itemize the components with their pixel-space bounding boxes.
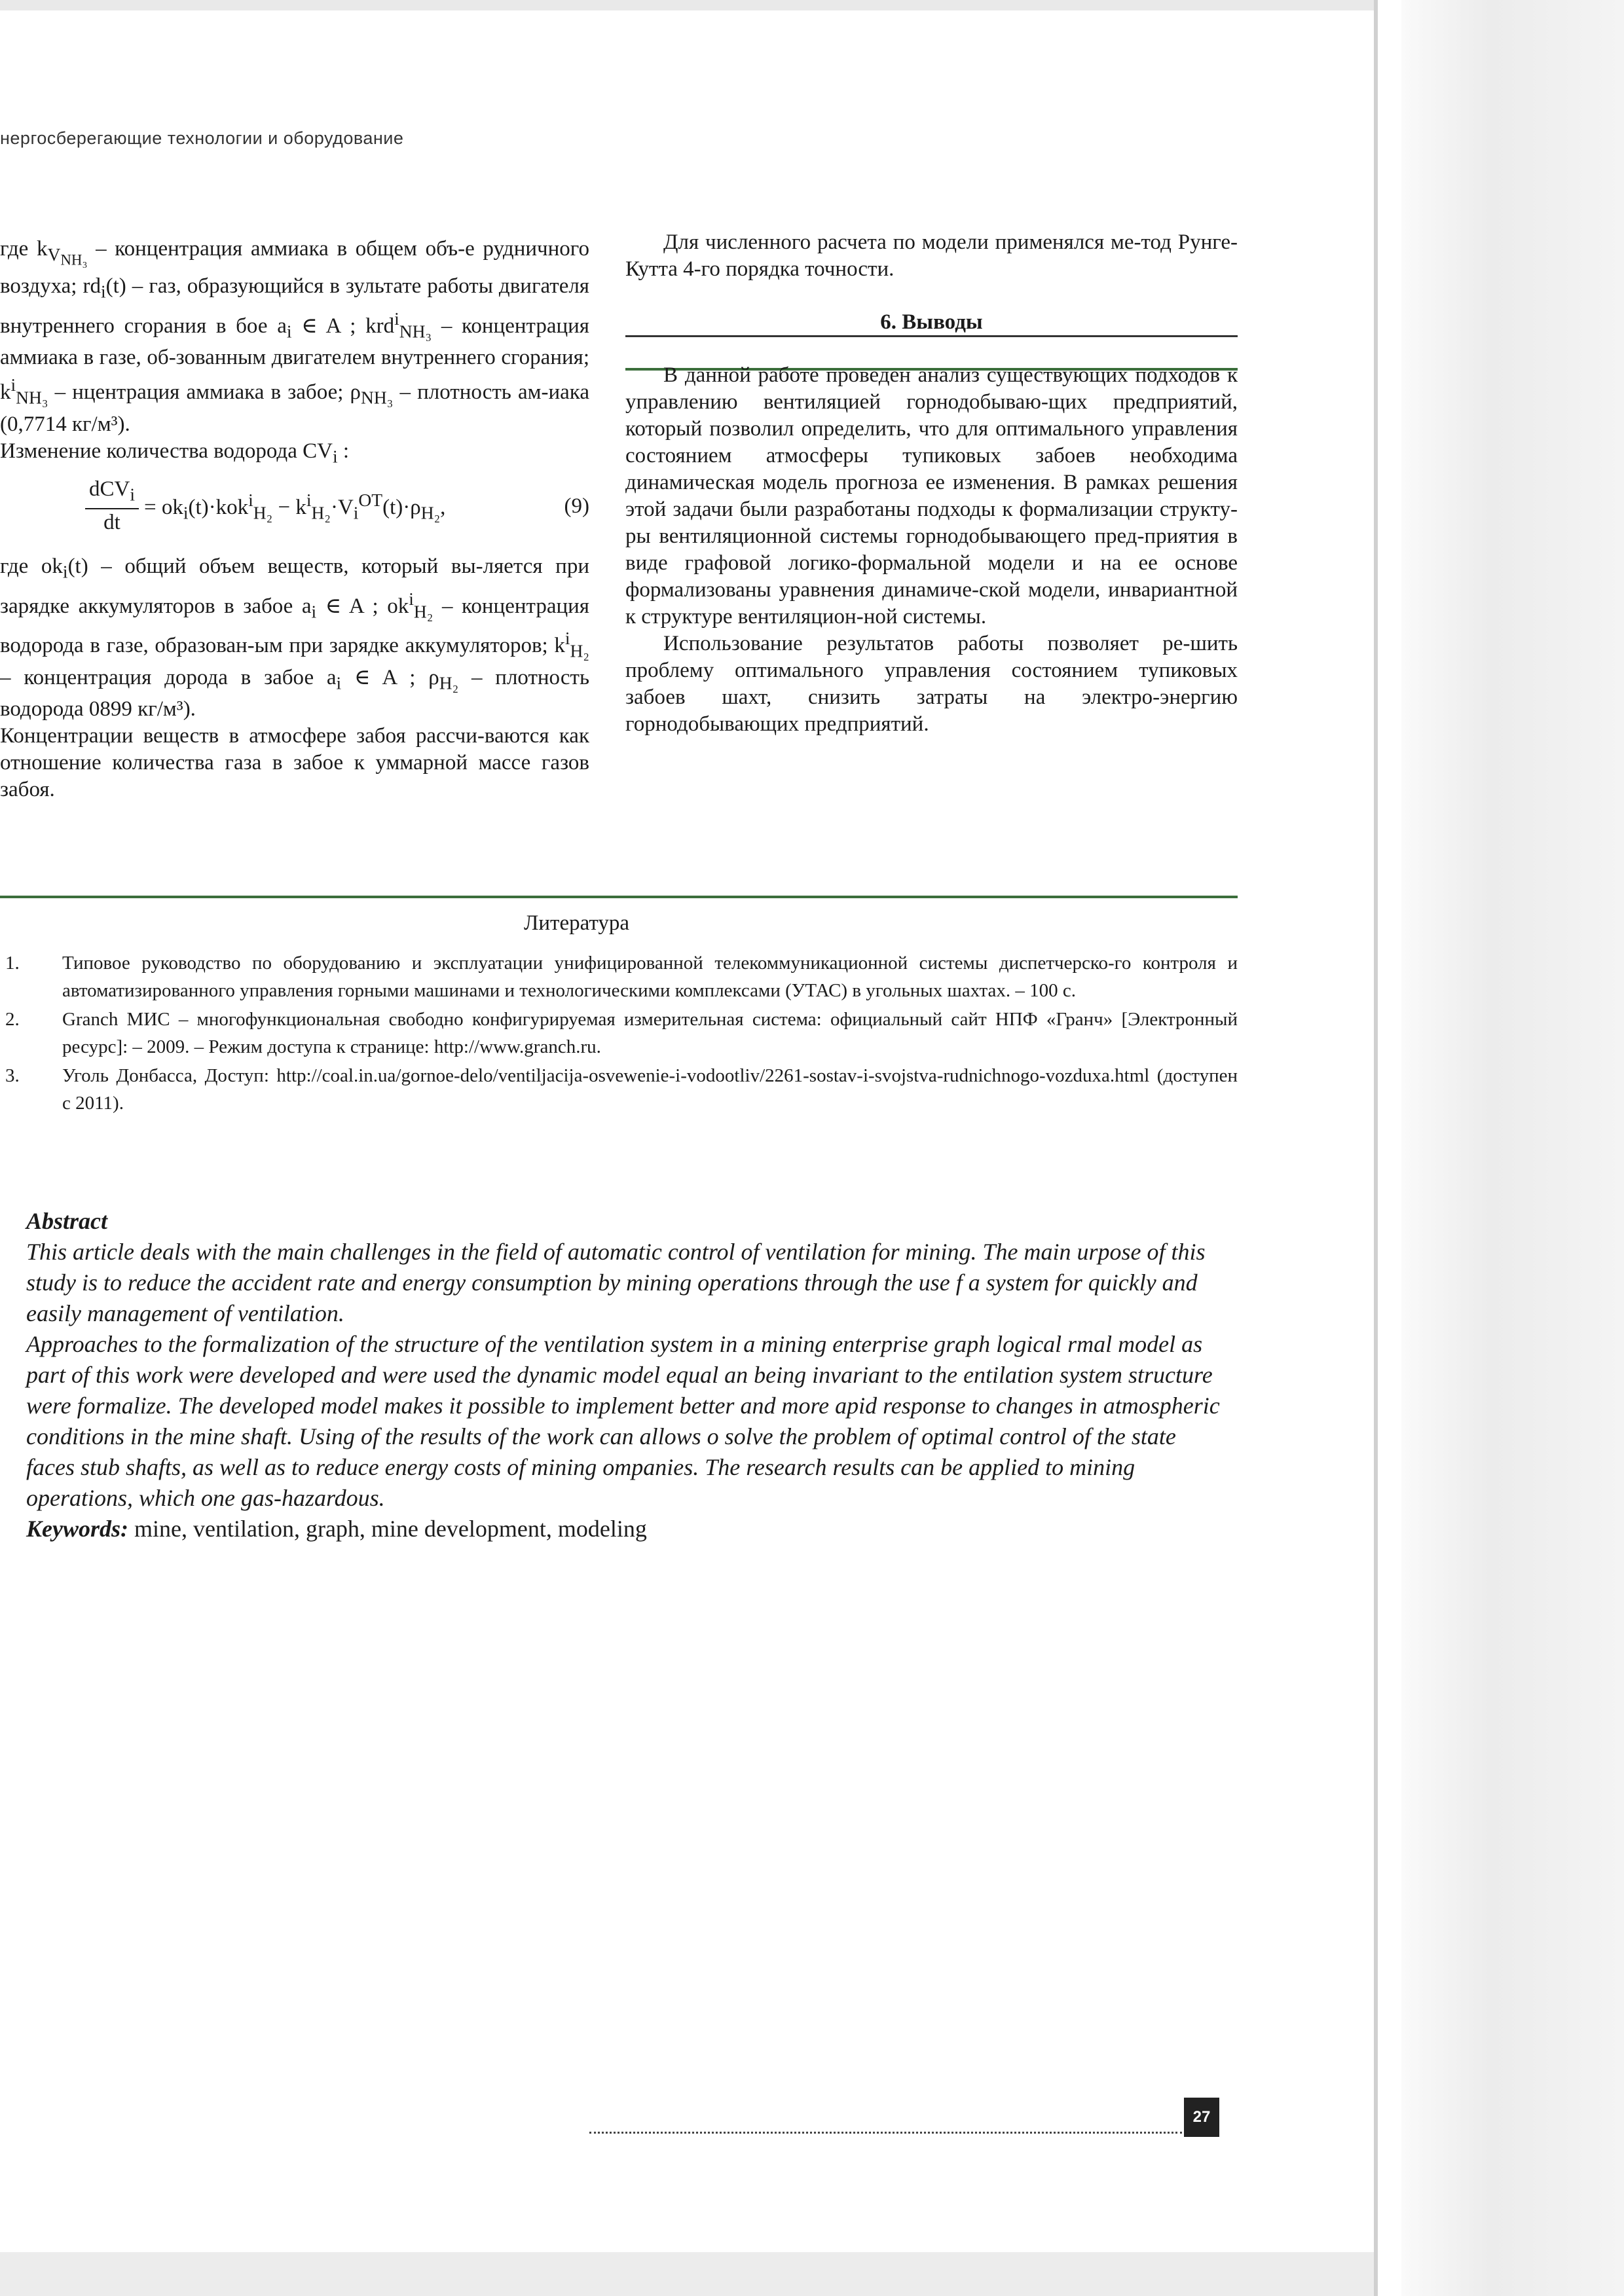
abstract-paragraph-1: This article deals with the main challenges in the field of automatic control of ventilation for mining. The main urpose of this study is to reduce the accident rate and energy consumption by mining operations through the use f a system for quickly and easily management of ventilation. — [26, 1239, 1206, 1326]
right-column — [625, 229, 1238, 738]
reference-text: Уголь Донбасса, Доступ: http://coal.in.ua/gornoe-delo/ventiljacija-osvewenie-i-vodootliv/2261-sostav-i-svojstva-rudnichnogo-vozduxa.html (доступен с 2011). — [62, 1065, 1238, 1114]
footer-dotted-rule — [589, 2132, 1182, 2134]
abstract-block — [26, 1206, 1225, 1544]
reference-text: Типовое руководство по оборудованию и эксплуатации унифицированной телекоммуникационной системы диспетчерско-го контроля и автоматизированного управления горными машинами и технологическими комплексами (УТАС) в угольных шахтах. – 100 с. — [62, 953, 1238, 1001]
conclusions-paragraph-1: В данной работе проведен анализ существующих подходов к управлению вентиляцией горнодобываю-щих предприятий, который позволил определить, что для оптимального управления состоянием атмосферы тупиковых забоев необходима динамическая модель прогноза ее изменения. В рамках решения этой задачи были разработаны подходы к формализации структу-ры вентиляционной системы горнодобывающего пред-приятия в виде графовой логико-формальной модели и на ее основе формализованы уравнения динамиче-ской модели, инвариантной к структуре вентиляцион-ной системы. — [625, 363, 1238, 629]
fraction-numerator: dCV$_i$ — [85, 476, 139, 509]
concentration-paragraph: Концентрации веществ в атмосфере забоя рассчи-ваются как отношение количества газа в забое к уммарной массе газов забоя. — [0, 724, 589, 802]
conclusions-paragraph-2: Использование результатов работы позволяет ре-шить проблему оптимального управления состоянием тупиковых забоев шахт, снизить затраты на электро-энергию горнодобывающих предприятий. — [625, 632, 1238, 736]
hydrogen-intro: Изменение количества водорода $CV_i$ : — [0, 439, 350, 467]
scan-bottom-edge — [0, 2252, 1374, 2296]
equation-9 — [0, 476, 589, 536]
runge-kutta-paragraph: Для численного расчета по модели применялся ме-тод Рунге-Кутта 4-го порядка точности. — [625, 230, 1238, 281]
page-number: 27 — [1184, 2098, 1219, 2137]
equation-fraction — [85, 476, 139, 536]
references-title: Литература — [524, 911, 630, 935]
reference-number: 2. — [5, 1009, 20, 1030]
running-head: нергосберегающие технологии и оборудование — [0, 128, 404, 148]
facing-page-shadow — [1401, 0, 1624, 2296]
equation-body: = $ok_i(t)\cdot kok^i_{H_2} - k^i_{H_2}\cdot V_i^{OT}(t)\cdot\rho_{H_2}$, — [143, 489, 446, 523]
page-edge — [1374, 0, 1378, 2296]
keywords-text: mine, ventilation, graph, mine development, modeling — [128, 1516, 647, 1542]
reference-item — [0, 1062, 1238, 1117]
reference-number: 1. — [5, 953, 20, 974]
section-title: 6. Выводы — [880, 310, 983, 334]
scan-top-edge — [0, 0, 1374, 10]
abstract-paragraph-2: Approaches to the formalization of the structure of the ventilation system in a mining enterprise graph logical rmal model as part of this work were developed and were used the dynamic model equal an being invariant to the entilation system structure were formalize. The developed model makes it possible to implement better and more apid response to changes in atmospheric conditions in the mine shaft. Using of the results of the work can allows o solve the problem of optimal control of the state faces stub shafts, as well as to reduce energy costs of mining ompanies. The research results can be applied to mining operations, which one gas-hazardous. — [26, 1331, 1220, 1511]
fraction-denominator: dt — [103, 511, 120, 535]
keywords-line — [26, 1514, 1225, 1544]
references-list — [0, 949, 1238, 1118]
left-column — [0, 236, 589, 803]
references-rule — [0, 896, 1238, 898]
reference-text: Granch МИС – многофункциональная свободно конфигурируемая измерительная система: официальный сайт НПФ «Гранч» [Электронный ресурс]: – 2009. – Режим доступа к странице: http://www.granch.ru. — [62, 1009, 1238, 1057]
keywords-label: Keywords: — [26, 1516, 128, 1542]
reference-number: 3. — [5, 1065, 20, 1086]
reference-item — [0, 1006, 1238, 1061]
abstract-heading: Abstract — [26, 1208, 108, 1234]
reference-item — [0, 949, 1238, 1004]
hydrogen-definition-paragraph: где $ok_i(t)$ – общий объем веществ, который вы-ляется при зарядке аккумуляторов в забое $a_i$ ∈ A ; $ok^i_{H_2}$ – концентрация водорода в газе, образован-ым при зарядке аккумуляторов; $k^i_{H_2}$ – концентрация дорода в забое $a_i$ ∈ A ; $\rho_{H_2}$ – плотность водорода 0899 кг/м³). — [0, 555, 589, 721]
nh3-definition-paragraph: где $k_{V_{NH_3}}$ – концентрация аммиака в общем объ-е рудничного воздуха; $rd_i(t)$ – газ, образующийся в зультате работы двигателя внутреннего сгорания в бое $a_i$ ∈ A ; krd$^i_{NH_3}$ – концентрация аммиака в газе, об-зованным двигателем внутреннего сгорания; $k^i_{NH_3}$ – нцентрация аммиака в забое; $\rho_{NH_3}$ – плотность ам-иака (0,7714 кг/м³). — [0, 237, 589, 436]
equation-number: (9) — [564, 494, 589, 518]
